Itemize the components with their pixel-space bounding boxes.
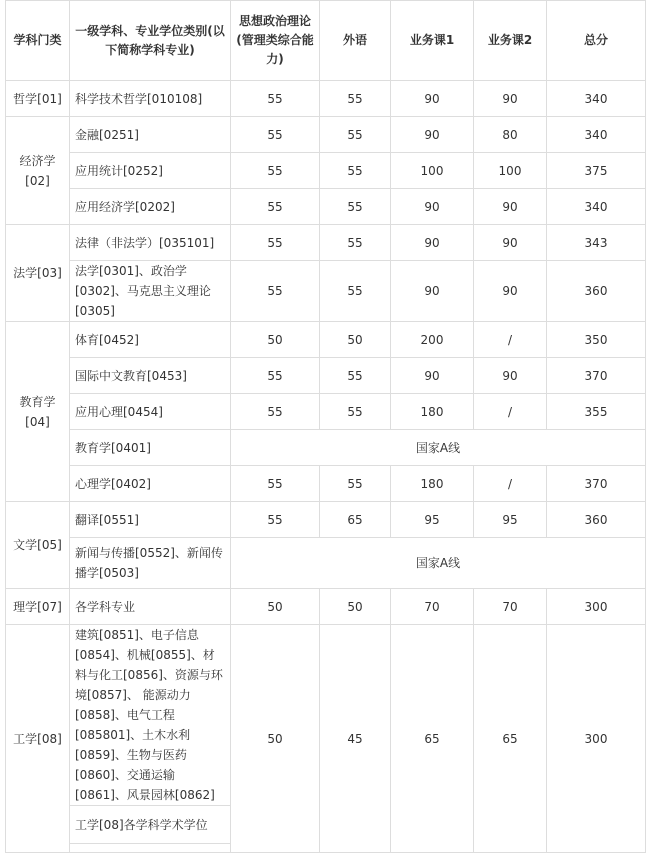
course1-cell: 90	[391, 189, 474, 225]
foreign-cell: 55	[320, 261, 391, 322]
table-row	[6, 261, 646, 322]
course2-cell: 95	[474, 502, 547, 538]
table-row	[6, 430, 646, 466]
course1-cell: 90	[391, 358, 474, 394]
score-table	[5, 0, 646, 853]
course2-cell: 90	[474, 189, 547, 225]
program-cell: 建筑[0851]、电子信息[0854]、机械[0855]、材料与化工[0856]、资源与环境[0857]、 能源动力[0858]、电气工程[085801]、土木水利[0859]、生物与医药[0860]、交通运输[0861]、风景园林[0862]	[70, 625, 231, 806]
program-cell-partial	[70, 844, 231, 853]
foreign-cell: 55	[320, 466, 391, 502]
header-course2: 业务课2	[474, 1, 547, 81]
table-row	[6, 358, 646, 394]
program-cell: 国际中文教育[0453]	[70, 358, 231, 394]
table-row	[6, 394, 646, 430]
politics-cell: 55	[231, 394, 320, 430]
course1-cell: 100	[391, 153, 474, 189]
politics-cell: 55	[231, 466, 320, 502]
course2-cell: /	[474, 322, 547, 358]
foreign-cell: 55	[320, 189, 391, 225]
program-cell: 金融[0251]	[70, 117, 231, 153]
politics-cell: 55	[231, 502, 320, 538]
total-cell: 350	[547, 322, 646, 358]
table-row	[6, 625, 646, 806]
program-cell: 翻译[0551]	[70, 502, 231, 538]
foreign-cell: 50	[320, 322, 391, 358]
header-politics: 思想政治理论(管理类综合能力)	[231, 1, 320, 81]
foreign-cell: 45	[320, 625, 391, 853]
politics-cell: 50	[231, 322, 320, 358]
foreign-cell: 55	[320, 225, 391, 261]
table-row	[6, 322, 646, 358]
course2-cell: 80	[474, 117, 547, 153]
category-cell: 经济学[02]	[6, 117, 70, 225]
program-cell: 科学技术哲学[010108]	[70, 81, 231, 117]
table-row	[6, 189, 646, 225]
course2-cell: 90	[474, 261, 547, 322]
program-cell: 应用经济学[0202]	[70, 189, 231, 225]
course2-cell: 65	[474, 625, 547, 853]
politics-cell: 55	[231, 153, 320, 189]
table-header-row	[6, 1, 646, 81]
header-total: 总分	[547, 1, 646, 81]
header-program: 一级学科、专业学位类别(以下简称学科专业)	[70, 1, 231, 81]
total-cell: 370	[547, 358, 646, 394]
total-cell: 340	[547, 117, 646, 153]
course1-cell: 180	[391, 394, 474, 430]
foreign-cell: 50	[320, 589, 391, 625]
program-cell: 应用统计[0252]	[70, 153, 231, 189]
total-cell: 370	[547, 466, 646, 502]
politics-cell: 55	[231, 117, 320, 153]
table-row	[6, 81, 646, 117]
header-foreign: 外语	[320, 1, 391, 81]
course1-cell: 90	[391, 261, 474, 322]
category-cell: 文学[05]	[6, 502, 70, 589]
foreign-cell: 55	[320, 394, 391, 430]
course1-cell: 180	[391, 466, 474, 502]
politics-cell: 55	[231, 358, 320, 394]
total-cell: 343	[547, 225, 646, 261]
table-row	[6, 466, 646, 502]
course2-cell: 90	[474, 225, 547, 261]
national-line-cell: 国家A线	[231, 538, 646, 589]
program-cell: 新闻与传播[0552]、新闻传播学[0503]	[70, 538, 231, 589]
program-cell: 应用心理[0454]	[70, 394, 231, 430]
course2-cell: 70	[474, 589, 547, 625]
course2-cell: /	[474, 394, 547, 430]
total-cell: 355	[547, 394, 646, 430]
total-cell: 340	[547, 189, 646, 225]
program-cell: 法律（非法学）[035101]	[70, 225, 231, 261]
category-cell: 哲学[01]	[6, 81, 70, 117]
table-row	[6, 538, 646, 589]
total-cell: 300	[547, 625, 646, 853]
course2-cell: 90	[474, 358, 547, 394]
course1-cell: 90	[391, 81, 474, 117]
header-category: 学科门类	[6, 1, 70, 81]
politics-cell: 55	[231, 225, 320, 261]
politics-cell: 55	[231, 261, 320, 322]
course1-cell: 95	[391, 502, 474, 538]
table-row	[6, 153, 646, 189]
total-cell: 340	[547, 81, 646, 117]
course2-cell: 100	[474, 153, 547, 189]
header-course1: 业务课1	[391, 1, 474, 81]
category-cell: 法学[03]	[6, 225, 70, 322]
course1-cell: 90	[391, 117, 474, 153]
program-cell: 心理学[0402]	[70, 466, 231, 502]
total-cell: 360	[547, 502, 646, 538]
foreign-cell: 55	[320, 117, 391, 153]
program-cell: 教育学[0401]	[70, 430, 231, 466]
category-cell: 工学[08]	[6, 625, 70, 853]
table-row	[6, 117, 646, 153]
foreign-cell: 65	[320, 502, 391, 538]
politics-cell: 50	[231, 625, 320, 853]
course2-cell: /	[474, 466, 547, 502]
course1-cell: 90	[391, 225, 474, 261]
program-cell: 工学[08]各学科学术学位	[70, 806, 231, 844]
national-line-cell: 国家A线	[231, 430, 646, 466]
table-row	[6, 589, 646, 625]
course1-cell: 65	[391, 625, 474, 853]
category-cell: 理学[07]	[6, 589, 70, 625]
course1-cell: 200	[391, 322, 474, 358]
politics-cell: 50	[231, 589, 320, 625]
program-cell: 体育[0452]	[70, 322, 231, 358]
total-cell: 360	[547, 261, 646, 322]
politics-cell: 55	[231, 81, 320, 117]
total-cell: 300	[547, 589, 646, 625]
politics-cell: 55	[231, 189, 320, 225]
total-cell: 375	[547, 153, 646, 189]
table-row	[6, 502, 646, 538]
course2-cell: 90	[474, 81, 547, 117]
foreign-cell: 55	[320, 153, 391, 189]
category-cell: 教育学[04]	[6, 322, 70, 502]
foreign-cell: 55	[320, 81, 391, 117]
program-cell: 各学科专业	[70, 589, 231, 625]
foreign-cell: 55	[320, 358, 391, 394]
program-cell: 法学[0301]、政治学[0302]、马克思主义理论[0305]	[70, 261, 231, 322]
table-row	[6, 225, 646, 261]
course1-cell: 70	[391, 589, 474, 625]
